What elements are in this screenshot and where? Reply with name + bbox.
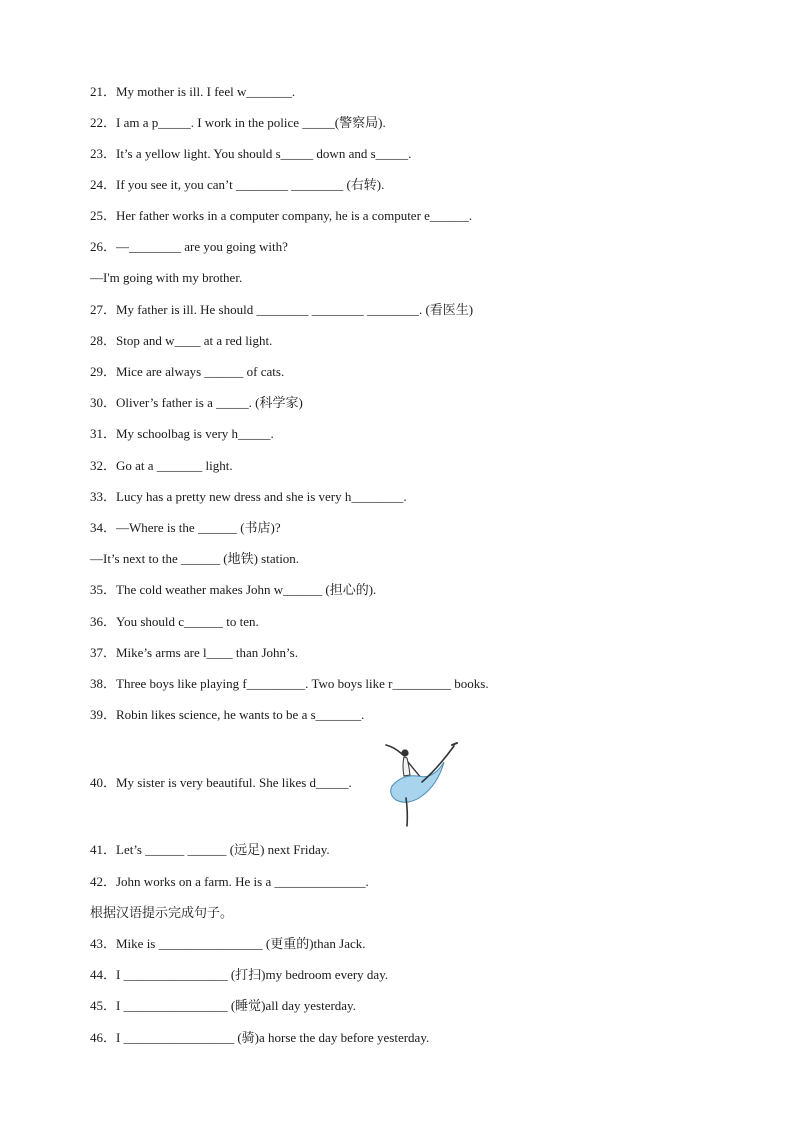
question-35: 35．The cold weather makes John w______ (担心的). (90, 582, 377, 597)
question-45: 45．I ________________ (睡觉)all day yesterday. (90, 998, 356, 1013)
question-43: 43．Mike is ________________ (更重的)than Jack. (90, 936, 366, 951)
question-25: 25．Her father works in a computer company, he is a computer e______. (90, 208, 473, 223)
question-21: 21．My mother is ill. I feel w_______. (90, 84, 296, 99)
question-30: 30．Oliver’s father is a _____. (科学家) (90, 395, 303, 410)
question-38: 38．Three boys like playing f_________. Two boys like r_________ books. (90, 676, 489, 691)
question-31: 31．My schoolbag is very h_____. (90, 426, 274, 441)
question-28: 28．Stop and w____ at a red light. (90, 333, 273, 348)
question-26: 26．—________ are you going with? (90, 239, 288, 254)
question-29: 29．Mice are always ______ of cats. (90, 364, 285, 379)
question-33: 33．Lucy has a pretty new dress and she is very h________. (90, 489, 407, 504)
question-24: 24．If you see it, you can’t ________ ________ (右转). (90, 177, 385, 192)
question-42: 42．John works on a farm. He is a ______________. (90, 874, 369, 889)
question-34: 34．—Where is the ______ (书店)? (90, 520, 281, 535)
question-41: 41．Let’s ______ ______ (远足) next Friday. (90, 842, 330, 857)
question-32: 32．Go at a _______ light. (90, 458, 233, 473)
question-39: 39．Robin likes science, he wants to be a s_______. (90, 707, 365, 722)
question-37: 37．Mike’s arms are l____ than John’s. (90, 645, 298, 660)
question-36: 36．You should c______ to ten. (90, 614, 259, 629)
question-23: 23．It’s a yellow light. You should s_____ down and s_____. (90, 146, 412, 161)
question-46: 46．I _________________ (骑)a horse the day before yesterday. (90, 1030, 430, 1045)
ballet-dancer-icon (378, 742, 460, 828)
question-44: 44．I ________________ (打扫)my bedroom every day. (90, 967, 389, 982)
section-instruction: 根据汉语提示完成句子。 (90, 905, 234, 920)
question-40: 40．My sister is very beautiful. She likes d_____. (90, 775, 352, 790)
question-27: 27．My father is ill. He should ________ ________ ________. (看医生) (90, 302, 474, 317)
answer-34: —It’s next to the ______ (地铁) station. (90, 551, 300, 566)
question-22: 22．I am a p_____. I work in the police _____(警察局). (90, 115, 386, 130)
answer-26: —I'm going with my brother. (90, 270, 243, 285)
